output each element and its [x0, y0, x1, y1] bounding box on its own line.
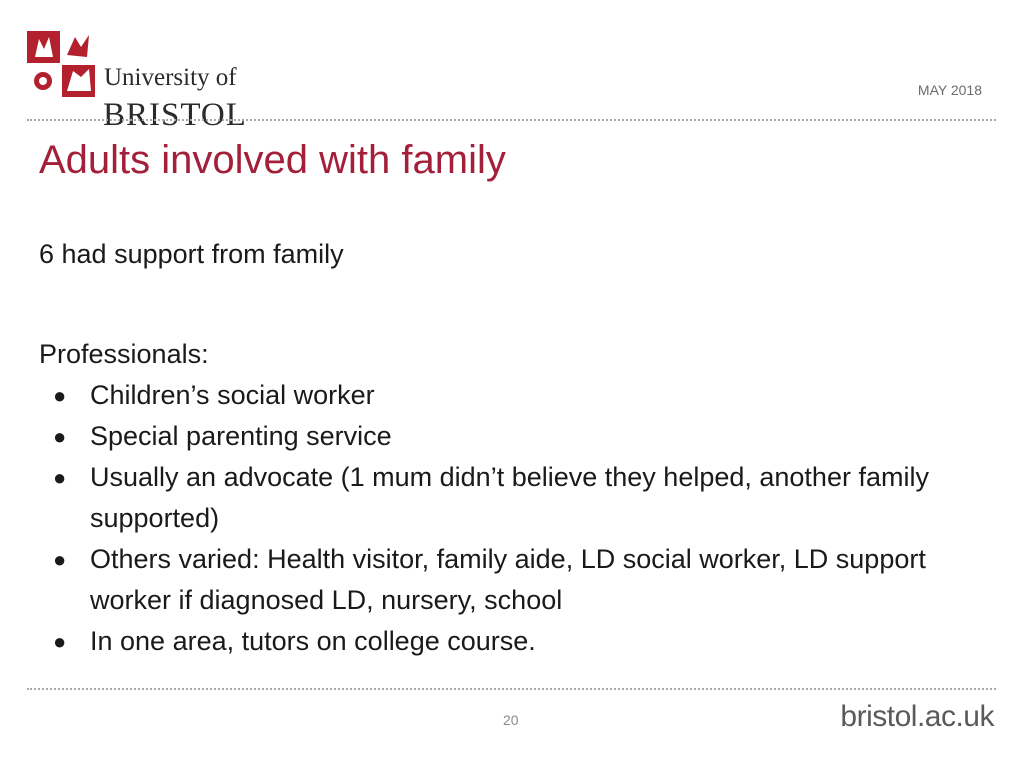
logo-text-university-of: University of [104, 64, 237, 91]
list-item-text: Special parenting service [90, 421, 392, 451]
page-number: 20 [503, 712, 519, 728]
header-date: MAY 2018 [917, 82, 982, 98]
slide-body [39, 234, 999, 662]
university-crest-icon [27, 31, 95, 97]
header-divider [27, 119, 996, 121]
list-item [39, 416, 999, 457]
list-item [39, 375, 999, 416]
bullet-icon: ● [53, 547, 67, 572]
professionals-label: Professionals: [39, 339, 209, 369]
university-logo [27, 31, 267, 133]
list-item [39, 539, 999, 621]
bullet-icon: ● [53, 383, 67, 408]
website-url: bristol.ac.uk [840, 700, 994, 733]
list-item-text: In one area, tutors on college course. [90, 626, 536, 656]
list-item [39, 457, 999, 539]
list-item-text: Children’s social worker [90, 380, 375, 410]
list-item-text: Usually an advocate (1 mum didn’t believe they helped, another family supported) [90, 462, 929, 533]
slide-title: Adults involved with family [39, 138, 506, 182]
list-item [39, 621, 999, 662]
footer-divider [27, 688, 996, 690]
bullet-icon: ● [53, 424, 67, 449]
logo-text-bristol: BRISTOL [103, 97, 247, 133]
bullet-icon: ● [53, 629, 67, 654]
professionals-list [39, 375, 999, 662]
list-item-text: Others varied: Health visitor, family aide, LD social worker, LD support worker if diagnosed LD, nursery, school [90, 544, 926, 615]
support-text: 6 had support from family [39, 239, 344, 269]
bullet-icon: ● [53, 465, 67, 490]
